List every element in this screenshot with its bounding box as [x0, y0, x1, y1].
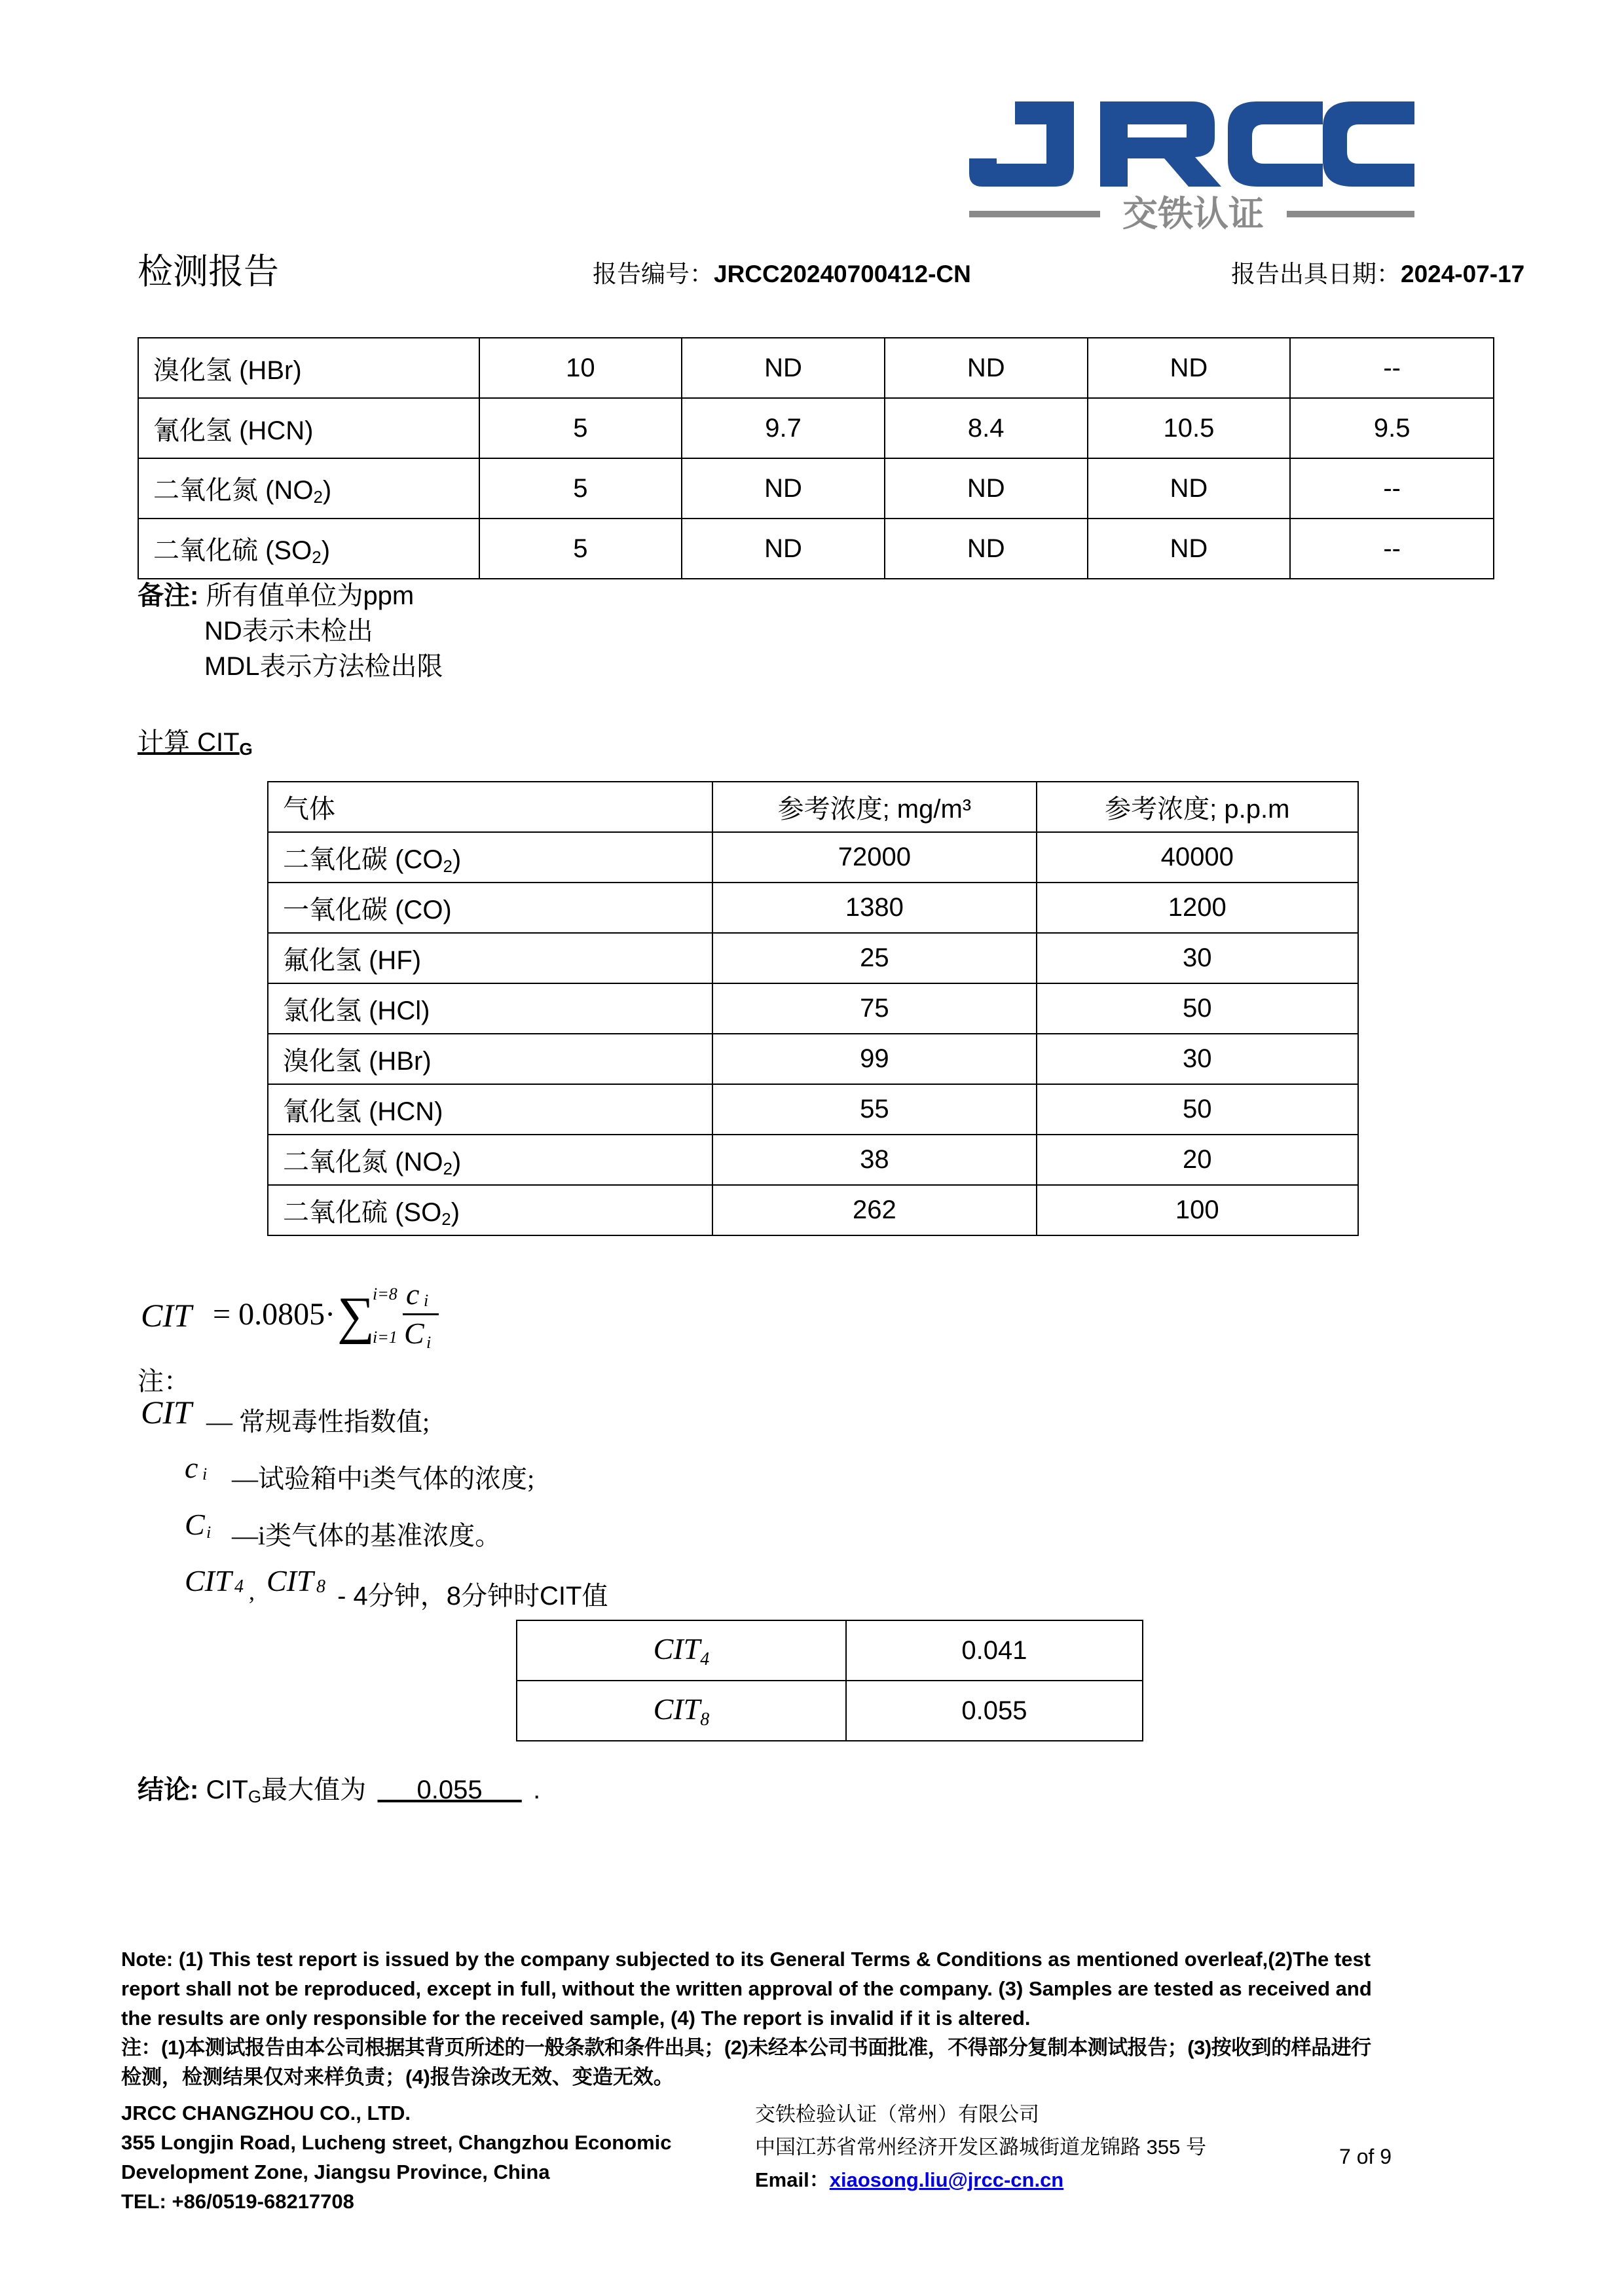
- value-cell: ND: [682, 338, 885, 398]
- value-cell: ND: [885, 458, 1088, 519]
- section-title: [138, 721, 253, 759]
- denominator-index: i: [426, 1333, 432, 1352]
- table-row: [268, 1084, 1358, 1135]
- column-header: 气体: [268, 782, 712, 832]
- gas-name-suffix: ): [451, 1197, 460, 1227]
- ppm-value-cell: 40000: [1037, 832, 1358, 883]
- conclusion-label: 结论:: [138, 1776, 199, 1804]
- note-Ci-desc: —i类气体的基准浓度。: [232, 1521, 502, 1550]
- conclusion-mid: 最大值为: [261, 1776, 367, 1804]
- footer-note-line: Note: (1) This test report is issued by the company subjected to its General Terms & Conditions as mentioned overleaf,(2)The test: [121, 1948, 1371, 1971]
- gas-name-cell: [268, 1135, 712, 1185]
- gas-name-text: 氟化氢 (HF): [283, 946, 422, 975]
- gas-name-subscript: 2: [443, 856, 452, 876]
- remarks-label: 备注:: [138, 581, 199, 610]
- remarks: [138, 578, 443, 684]
- note-Ci: [185, 1507, 709, 1553]
- conclusion-pre: CIT: [198, 1776, 248, 1804]
- value-cell: 8.4: [885, 398, 1088, 458]
- gas-name-text: 二氧化氮 (NO: [283, 1147, 443, 1176]
- remarks-line: MDL表示方法检出限: [204, 652, 443, 681]
- footer-company-cn: [755, 2098, 1206, 2196]
- note-cit4-index: 4: [234, 1576, 244, 1597]
- ppm-value-cell: 50: [1037, 1084, 1358, 1135]
- note-times-desc: - 4分钟，8分钟时CIT值: [330, 1582, 608, 1611]
- email-label: Email：: [755, 2168, 830, 2191]
- gas-name-cell: [268, 1084, 712, 1135]
- mg-value-cell: 1380: [712, 883, 1036, 933]
- value-cell: ND: [682, 519, 885, 579]
- value-cell: 5: [479, 458, 682, 519]
- gas-name-cell: [268, 832, 712, 883]
- gas-name-cell: [268, 983, 712, 1034]
- table-row: [138, 338, 1494, 398]
- report-number-value: JRCC20240700412-CN: [714, 261, 971, 287]
- formula-lhs: CIT: [141, 1297, 192, 1334]
- gas-name-text: 氰化氢 (HCN): [283, 1097, 443, 1126]
- page-number: 7 of 9: [1339, 2145, 1392, 2168]
- gas-name-text: 氰化氢 (HCN): [153, 416, 314, 445]
- footer-note-line: report shall not be reproduced, except in full, without the written approval of the company. (3) Samples are tested as received and: [121, 1977, 1372, 2000]
- fraction-bar: [403, 1313, 439, 1315]
- note-cit-times: [185, 1563, 774, 1616]
- value-cell: ND: [682, 458, 885, 519]
- column-header: 参考浓度; p.p.m: [1037, 782, 1358, 832]
- value-cell: 10.5: [1088, 398, 1291, 458]
- ppm-value-cell: 30: [1037, 1034, 1358, 1084]
- gas-name-cell: [268, 933, 712, 983]
- table-row: [268, 1034, 1358, 1084]
- cit-symbol-cell: [517, 1620, 846, 1681]
- value-cell: --: [1290, 458, 1494, 519]
- gas-name-suffix: ): [452, 845, 462, 874]
- cit-symbol: CIT: [653, 1631, 701, 1666]
- conclusion: [138, 1769, 540, 1807]
- numerator-index: i: [424, 1291, 429, 1310]
- note-Ci-symbol: C: [185, 1508, 205, 1541]
- note-cit-symbol: CIT: [141, 1394, 192, 1430]
- report-number-label: 报告编号：: [593, 261, 714, 287]
- note-cit8-index: 8: [316, 1576, 325, 1597]
- logo-subtitle: 交铁认证: [1122, 193, 1264, 234]
- gas-name-subscript: 2: [443, 1158, 452, 1178]
- table-row: [268, 1135, 1358, 1185]
- table-row: [268, 933, 1358, 983]
- mg-value-cell: 38: [712, 1135, 1036, 1185]
- sum-lower-limit: i=1: [373, 1328, 397, 1347]
- value-cell: 9.5: [1290, 398, 1494, 458]
- note-ci: [185, 1450, 709, 1496]
- cit-value-cell: 0.055: [846, 1681, 1143, 1741]
- gas-name-text: 二氧化氮 (NO: [153, 476, 314, 505]
- section-title-text: 计算 CIT: [138, 728, 240, 757]
- gas-name-text: 二氧化碳 (CO: [283, 845, 443, 874]
- ppm-value-cell: 20: [1037, 1135, 1358, 1185]
- table-row: [138, 398, 1494, 458]
- gas-name-suffix: ): [322, 476, 332, 505]
- section-title-sub: G: [239, 739, 253, 759]
- gas-name-cell: [268, 883, 712, 933]
- gas-name-text: 氯化氢 (HCl): [283, 996, 430, 1025]
- value-cell: 5: [479, 519, 682, 579]
- table-row: [517, 1681, 1143, 1741]
- gas-name-suffix: ): [452, 1147, 462, 1176]
- cit-symbol: CIT: [653, 1692, 701, 1726]
- table-row: [517, 1620, 1143, 1681]
- mg-value-cell: 55: [712, 1084, 1036, 1135]
- report-date-label: 报告出具日期：: [1231, 261, 1401, 287]
- gas-name-subscript: 2: [313, 487, 323, 507]
- gas-name-subscript: 2: [312, 547, 322, 567]
- table-row: [268, 983, 1358, 1034]
- cit-index: 4: [700, 1649, 710, 1669]
- footer-note-line: 检测，检测结果仅对来样负责；(4)报告涂改无效、变造无效。: [121, 2066, 674, 2088]
- footer-company-en: [121, 2098, 672, 2216]
- reference-concentration-table: [267, 781, 1359, 1236]
- gas-results-table: [138, 337, 1494, 579]
- cit-index: 8: [700, 1709, 710, 1730]
- mg-value-cell: 262: [712, 1185, 1036, 1235]
- gas-name-subscript: 2: [441, 1209, 451, 1229]
- gas-name-text: 溴化氢 (HBr): [153, 355, 302, 385]
- notes-label: 注：: [138, 1367, 190, 1396]
- sum-symbol: ∑: [337, 1287, 375, 1345]
- footer-note-line: the results are only responsible for the received sample, (4) The report is invalid if it is altered.: [121, 2007, 1031, 2030]
- email-link[interactable]: xiaosong.liu@jrcc-cn.cn: [829, 2168, 1064, 2191]
- report-date-value: 2024-07-17: [1401, 261, 1525, 287]
- cit-value-cell: 0.041: [846, 1620, 1143, 1681]
- note-cit-desc: — 常规毒性指数值;: [206, 1407, 430, 1436]
- gas-name-text: 一氧化碳 (CO): [283, 896, 452, 924]
- document-title: 检测报告: [138, 252, 279, 291]
- footer-note: [121, 1944, 1503, 2092]
- value-cell: ND: [1088, 519, 1291, 579]
- mg-value-cell: 99: [712, 1034, 1036, 1084]
- value-cell: ND: [1088, 458, 1291, 519]
- cit-symbol-cell: [517, 1681, 846, 1741]
- table-row: [268, 883, 1358, 933]
- report-number: [593, 254, 971, 289]
- cit-values-table: [516, 1620, 1143, 1741]
- ppm-value-cell: 100: [1037, 1185, 1358, 1235]
- value-cell: ND: [885, 338, 1088, 398]
- note-ci-desc: —试验箱中i类气体的浓度;: [232, 1464, 535, 1493]
- table-row: [268, 832, 1358, 883]
- gas-name-cell: [138, 338, 479, 398]
- value-cell: --: [1290, 338, 1494, 398]
- ppm-value-cell: 50: [1037, 983, 1358, 1034]
- ppm-value-cell: 1200: [1037, 883, 1358, 933]
- telephone: TEL: +86/0519-68217708: [121, 2190, 354, 2213]
- report-date: [1231, 254, 1524, 289]
- table-header-row: [268, 782, 1358, 832]
- table-row: [138, 458, 1494, 519]
- note-cit4-symbol: CIT: [185, 1564, 232, 1597]
- gas-name-suffix: ): [321, 536, 331, 565]
- gas-name-cell: [138, 458, 479, 519]
- value-cell: ND: [1088, 338, 1291, 398]
- fraction-denominator: C: [404, 1317, 424, 1350]
- address-cn: 中国江苏省常州经济开发区潞城街道龙锦路 355 号: [755, 2136, 1206, 2159]
- value-cell: 9.7: [682, 398, 885, 458]
- remarks-line: 所有值单位为ppm: [198, 581, 415, 610]
- address-line: Development Zone, Jiangsu Province, China: [121, 2160, 550, 2183]
- conclusion-end: .: [533, 1776, 541, 1804]
- column-header: 参考浓度; mg/m³: [712, 782, 1036, 832]
- gas-name-text: 二氧化硫 (SO: [153, 536, 312, 565]
- note-comma: ,: [249, 1578, 255, 1605]
- value-cell: ND: [885, 519, 1088, 579]
- gas-name-text: 溴化氢 (HBr): [283, 1047, 432, 1076]
- cit-formula: [141, 1277, 599, 1368]
- table-row: [268, 1185, 1358, 1235]
- mg-value-cell: 25: [712, 933, 1036, 983]
- conclusion-sub: G: [248, 1787, 262, 1806]
- company-name-cn: 交铁检验认证（常州）有限公司: [755, 2103, 1039, 2126]
- mg-value-cell: 75: [712, 983, 1036, 1034]
- gas-name-cell: [268, 1034, 712, 1084]
- note-cit: [141, 1393, 665, 1439]
- conclusion-value-text: 0.055: [416, 1776, 483, 1804]
- value-cell: 5: [479, 398, 682, 458]
- sum-upper-limit: i=8: [373, 1285, 397, 1303]
- note-cit8-symbol: CIT: [267, 1564, 314, 1597]
- gas-name-cell: [138, 398, 479, 458]
- address-line: 355 Longjin Road, Lucheng street, Changzhou Economic: [121, 2131, 672, 2154]
- ppm-value-cell: 30: [1037, 933, 1358, 983]
- conclusion-value: [366, 1776, 533, 1805]
- note-Ci-index: i: [206, 1523, 212, 1542]
- company-name-en: JRCC CHANGZHOU CO., LTD.: [121, 2102, 411, 2124]
- note-ci-symbol: c: [185, 1451, 198, 1484]
- table-row: [138, 519, 1494, 579]
- gas-name-cell: [268, 1185, 712, 1235]
- value-cell: 10: [479, 338, 682, 398]
- footer-note-line: 注：(1)本测试报告由本公司根据其背页所述的一般条款和条件出具；(2)未经本公司书面批准，不得部分复制本测试报告；(3)按收到的样品进行: [121, 2036, 1371, 2059]
- value-cell: --: [1290, 519, 1494, 579]
- gas-name-cell: [138, 519, 479, 579]
- gas-name-text: 二氧化硫 (SO: [283, 1197, 442, 1227]
- remarks-line: ND表示未检出: [204, 617, 373, 646]
- mg-value-cell: 72000: [712, 832, 1036, 883]
- note-ci-index: i: [202, 1465, 208, 1484]
- fraction-numerator: c: [406, 1277, 420, 1311]
- jrcc-logo: [969, 98, 1414, 239]
- formula-coefficient: = 0.0805·: [205, 1297, 336, 1332]
